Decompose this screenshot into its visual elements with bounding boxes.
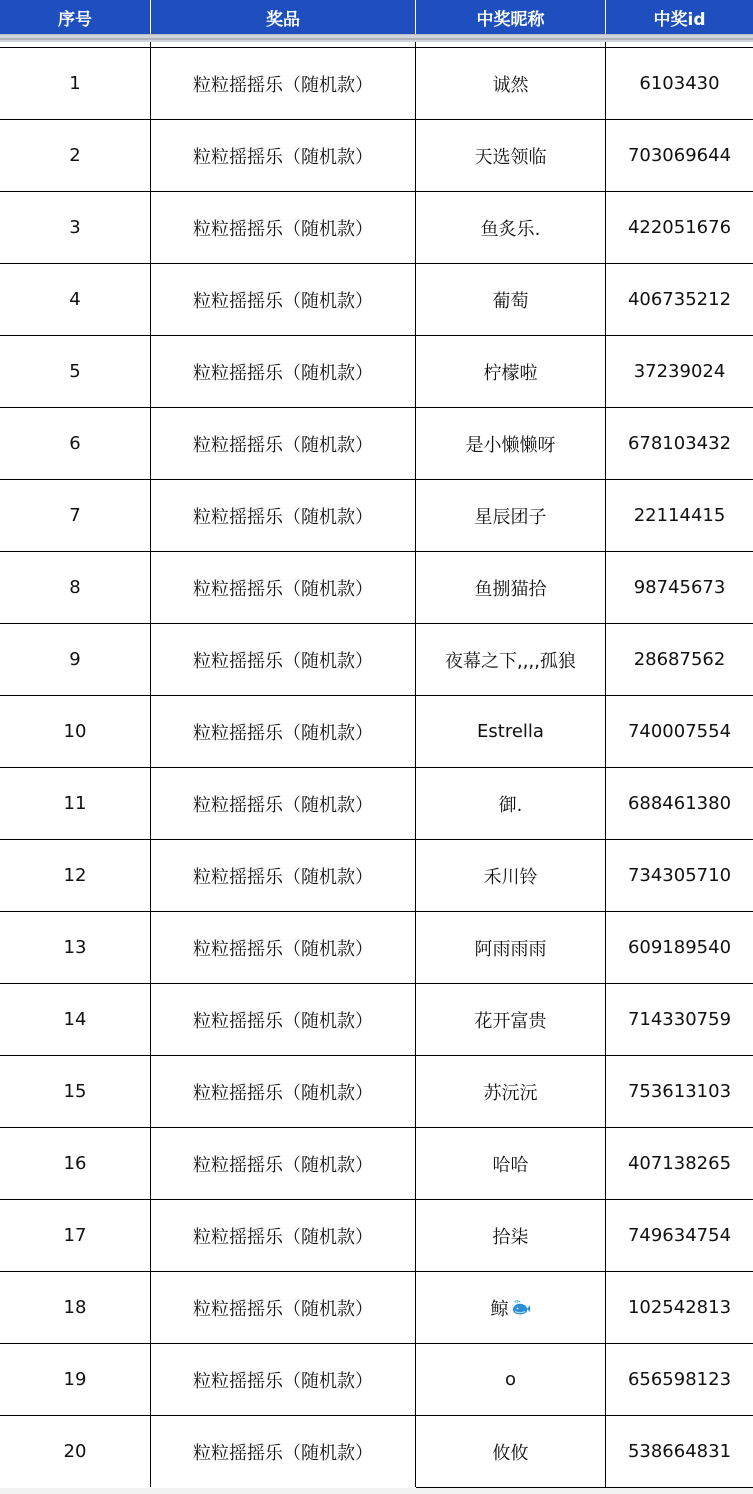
- nickname-text: 鲸: [490, 1298, 509, 1320]
- cell-winner-id: 98745673: [633, 577, 726, 598]
- cell-nickname: [416, 912, 606, 983]
- cell-index: 8: [0, 552, 151, 623]
- cell-index: 19: [0, 1344, 151, 1415]
- cell-winner-id: 422051676: [627, 217, 732, 238]
- nickname-text: 攸攸: [492, 1442, 529, 1464]
- cell-nickname: [416, 696, 606, 767]
- cell-winner-id: 22114415: [633, 505, 726, 526]
- cell-winner-id: 688461380: [627, 793, 732, 814]
- nickname-text: 星辰团子: [474, 506, 547, 528]
- nickname-text: 禾川铃: [483, 866, 538, 888]
- cell-index: 4: [0, 264, 151, 335]
- cell-nickname: [416, 984, 606, 1055]
- cell-winner-id: 609189540: [627, 937, 732, 958]
- header-separator: [0, 34, 753, 42]
- nickname-text: 鱼捌猫拾: [474, 578, 547, 600]
- nickname-text: 天选领临: [474, 146, 547, 168]
- cell-nickname: [416, 192, 606, 263]
- table-row: [0, 623, 753, 695]
- cell-nickname: [416, 1056, 606, 1127]
- cell-nickname: [416, 1272, 606, 1343]
- cell-prize: 粒粒摇摇乐（随机款）: [151, 1272, 416, 1343]
- whale-icon: [511, 1300, 531, 1316]
- cell-winner-id: 740007554: [627, 721, 732, 742]
- nickname-text: Estrella: [477, 721, 544, 742]
- cell-prize: 粒粒摇摇乐（随机款）: [151, 48, 416, 119]
- cell-index: 16: [0, 1128, 151, 1199]
- nickname-text: 夜幕之下,,,,孤狼: [445, 650, 576, 672]
- cell-index: 13: [0, 912, 151, 983]
- cell-prize: 粒粒摇摇乐（随机款）: [151, 480, 416, 551]
- cell-prize: 粒粒摇摇乐（随机款）: [151, 768, 416, 839]
- table-row: [0, 47, 753, 119]
- table-row: [0, 1055, 753, 1127]
- nickname-text: 是小懒懒呀: [465, 434, 556, 456]
- cell-nickname: [416, 480, 606, 551]
- cell-nickname: [416, 624, 606, 695]
- cell-prize: 粒粒摇摇乐（随机款）: [151, 552, 416, 623]
- cell-index: 9: [0, 624, 151, 695]
- cell-winner-id: 753613103: [627, 1081, 732, 1102]
- cell-index: 7: [0, 480, 151, 551]
- cell-prize: 粒粒摇摇乐（随机款）: [151, 624, 416, 695]
- header-winner-id: 中奖id: [653, 9, 706, 30]
- cell-index: 10: [0, 696, 151, 767]
- nickname-text: 诚然: [492, 74, 529, 96]
- cell-nickname: [416, 768, 606, 839]
- footer-strip: [0, 1488, 753, 1494]
- cell-nickname: [416, 264, 606, 335]
- nickname-text: 拾柒: [492, 1226, 529, 1248]
- cell-prize: 粒粒摇摇乐（随机款）: [151, 1344, 416, 1415]
- cell-winner-id: 734305710: [627, 865, 732, 886]
- nickname-text: 哈哈: [492, 1154, 529, 1176]
- cell-winner-id: 6103430: [639, 73, 720, 94]
- cell-index: 20: [0, 1416, 151, 1487]
- cell-winner-id: 37239024: [633, 361, 726, 382]
- nickname-text: 阿雨雨雨: [474, 938, 547, 960]
- table-row: [0, 1199, 753, 1271]
- cell-index: 2: [0, 120, 151, 191]
- cell-prize: 粒粒摇摇乐（随机款）: [151, 120, 416, 191]
- cell-nickname: [416, 120, 606, 191]
- cell-index: 6: [0, 408, 151, 479]
- table-row: [0, 551, 753, 623]
- cell-winner-id: 678103432: [627, 433, 732, 454]
- nickname-text: 花开富贵: [474, 1010, 547, 1032]
- cell-prize: 粒粒摇摇乐（随机款）: [151, 1056, 416, 1127]
- winners-table: [0, 47, 753, 1487]
- cell-prize: 粒粒摇摇乐（随机款）: [151, 264, 416, 335]
- cell-nickname: [416, 48, 606, 119]
- cell-prize: 粒粒摇摇乐（随机款）: [151, 696, 416, 767]
- header-prize: 奖品: [151, 0, 416, 34]
- cell-prize: 粒粒摇摇乐（随机款）: [151, 408, 416, 479]
- cell-index: 1: [0, 48, 151, 119]
- table-row: [0, 983, 753, 1055]
- table-row: [0, 839, 753, 911]
- table-row: [0, 479, 753, 551]
- cell-nickname: [416, 1128, 606, 1199]
- table-row: [0, 1343, 753, 1415]
- cell-nickname: [416, 552, 606, 623]
- cell-nickname: [416, 336, 606, 407]
- cell-prize: 粒粒摇摇乐（随机款）: [151, 1416, 416, 1487]
- cell-prize: 粒粒摇摇乐（随机款）: [151, 984, 416, 1055]
- table-row: [0, 1415, 753, 1487]
- cell-index: 15: [0, 1056, 151, 1127]
- cell-winner-id: 406735212: [627, 289, 732, 310]
- cell-prize: 粒粒摇摇乐（随机款）: [151, 840, 416, 911]
- nickname-text: 鱼炙乐.: [480, 218, 541, 240]
- cell-prize: 粒粒摇摇乐（随机款）: [151, 192, 416, 263]
- cell-winner-id: 749634754: [627, 1225, 732, 1246]
- nickname-text: 柠檬啦: [483, 362, 538, 384]
- table-row: [0, 263, 753, 335]
- table-row: [0, 911, 753, 983]
- cell-winner-id: 28687562: [633, 649, 726, 670]
- cell-winner-id: 703069644: [627, 145, 732, 166]
- cell-index: 17: [0, 1200, 151, 1271]
- cell-nickname: [416, 1200, 606, 1271]
- cell-nickname: [416, 408, 606, 479]
- table-row: [0, 191, 753, 263]
- cell-nickname: [416, 1344, 606, 1415]
- cell-index: 5: [0, 336, 151, 407]
- cell-nickname: [416, 1416, 606, 1487]
- cell-prize: 粒粒摇摇乐（随机款）: [151, 912, 416, 983]
- table-row: [0, 1271, 753, 1343]
- cell-winner-id: 407138265: [627, 1153, 732, 1174]
- table-row: [0, 767, 753, 839]
- nickname-text: 葡萄: [492, 290, 529, 312]
- table-row: [0, 407, 753, 479]
- nickname-text: o: [504, 1369, 516, 1390]
- table-row: [0, 695, 753, 767]
- cell-index: 3: [0, 192, 151, 263]
- cell-prize: 粒粒摇摇乐（随机款）: [151, 1128, 416, 1199]
- nickname-text: 苏沅沅: [483, 1082, 538, 1104]
- header-nickname: 中奖昵称: [416, 0, 606, 34]
- cell-index: 12: [0, 840, 151, 911]
- cell-winner-id: 714330759: [627, 1009, 732, 1030]
- cell-winner-id: 656598123: [627, 1369, 732, 1390]
- header-separator-line: [0, 38, 753, 40]
- cell-winner-id: 538664831: [627, 1441, 732, 1462]
- table-row: [0, 335, 753, 407]
- cell-index: 14: [0, 984, 151, 1055]
- table-header: [0, 0, 753, 34]
- nickname-text: 御.: [498, 794, 523, 816]
- cell-prize: 粒粒摇摇乐（随机款）: [151, 336, 416, 407]
- cell-index: 11: [0, 768, 151, 839]
- cell-winner-id: 102542813: [627, 1297, 732, 1318]
- cell-nickname: [416, 840, 606, 911]
- table-row: [0, 119, 753, 191]
- header-index: 序号: [0, 0, 151, 34]
- cell-index: 18: [0, 1272, 151, 1343]
- table-row: [0, 1127, 753, 1199]
- cell-prize: 粒粒摇摇乐（随机款）: [151, 1200, 416, 1271]
